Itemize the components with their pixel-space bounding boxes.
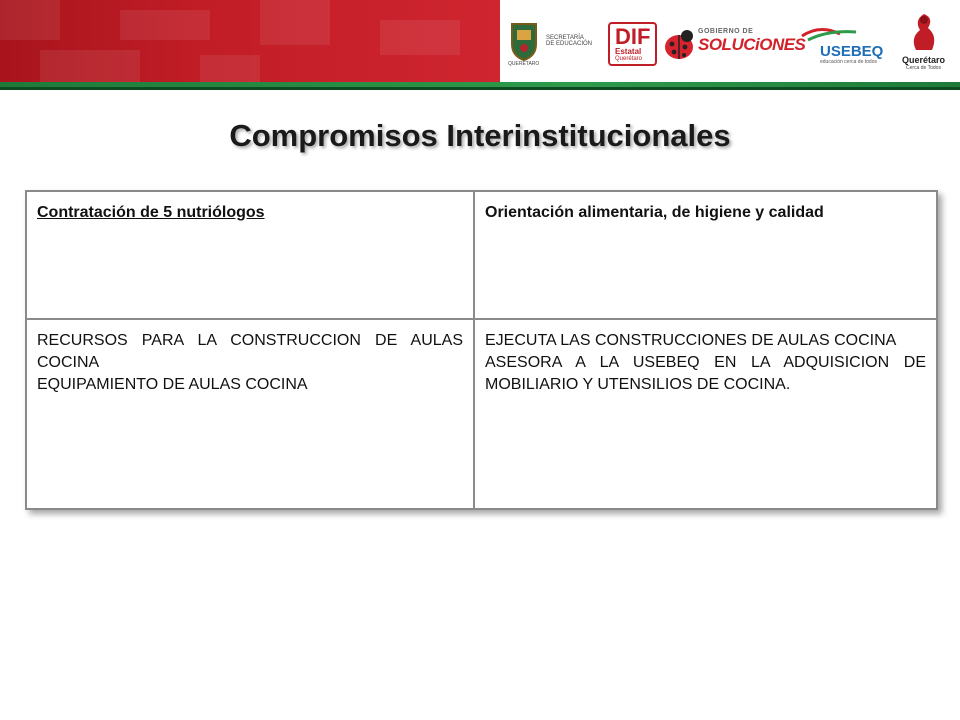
gobierno-line2: SOLUCiONES: [698, 35, 806, 54]
logo-strip: [500, 0, 960, 82]
secretaria-line1: SECRETARÍA: [546, 34, 584, 41]
cell-r2-left-line1: RECURSOS PARA LA CONSTRUCCION DE AULAS COCINA: [37, 332, 463, 371]
usebeq-text: USEBEQ: [820, 43, 884, 60]
cell-r1-left-text: Contratación de 5 nutriólogos: [37, 204, 265, 221]
cell-r2-left-line2: EQUIPAMIENTO DE AULAS COCINA: [37, 376, 308, 393]
header-dark-stripe: [0, 87, 960, 90]
commitments-table: [25, 190, 938, 510]
secretaria-sub: QUERÉTARO: [508, 61, 540, 67]
table-cell-r2-right: [475, 320, 936, 508]
cell-r2-right-line1: EJECUTA LAS CONSTRUCCIONES DE AULAS COCINA: [485, 332, 897, 349]
gobierno-logo: [698, 28, 805, 55]
page-title: Compromisos Interinstitucionales: [229, 118, 731, 153]
secretaria-line2: DE EDUCACIÓN: [546, 41, 593, 47]
table-cell-r1-left: [27, 192, 473, 318]
dif-logo: [608, 22, 697, 66]
dif-text: DIF: [615, 24, 651, 49]
usebeq-logo: [800, 26, 883, 65]
dif-estatal: Estatal: [615, 47, 642, 56]
header: [0, 0, 960, 86]
table-cell-r1-right: [475, 192, 936, 318]
gobierno-line1: GOBIERNO DE: [698, 28, 754, 35]
coat-of-arms-icon: [508, 20, 540, 62]
usebeq-swoosh-icon: [800, 26, 860, 44]
secretaria-logo: [508, 20, 592, 62]
table-cell-r2-left: [27, 320, 473, 508]
queretaro-sub: Cerca de Todos: [906, 65, 941, 71]
queretaro-figure-icon: [904, 10, 944, 56]
dif-queretaro: Querétaro: [615, 56, 643, 62]
queretaro-text: Querétaro: [902, 55, 946, 65]
header-red-band: [0, 0, 500, 82]
cell-r1-right-text: Orientación alimentaria, de higiene y calidad: [485, 204, 824, 221]
usebeq-sub: educación cerca de todos: [820, 59, 877, 65]
ladybug-icon: [661, 27, 697, 61]
cell-r2-right-line2: ASESORA A LA USEBEQ EN LA ADQUISICION DE MOBILIARIO Y UTENSILIOS DE COCINA.: [485, 354, 926, 393]
queretaro-logo: [902, 10, 945, 71]
